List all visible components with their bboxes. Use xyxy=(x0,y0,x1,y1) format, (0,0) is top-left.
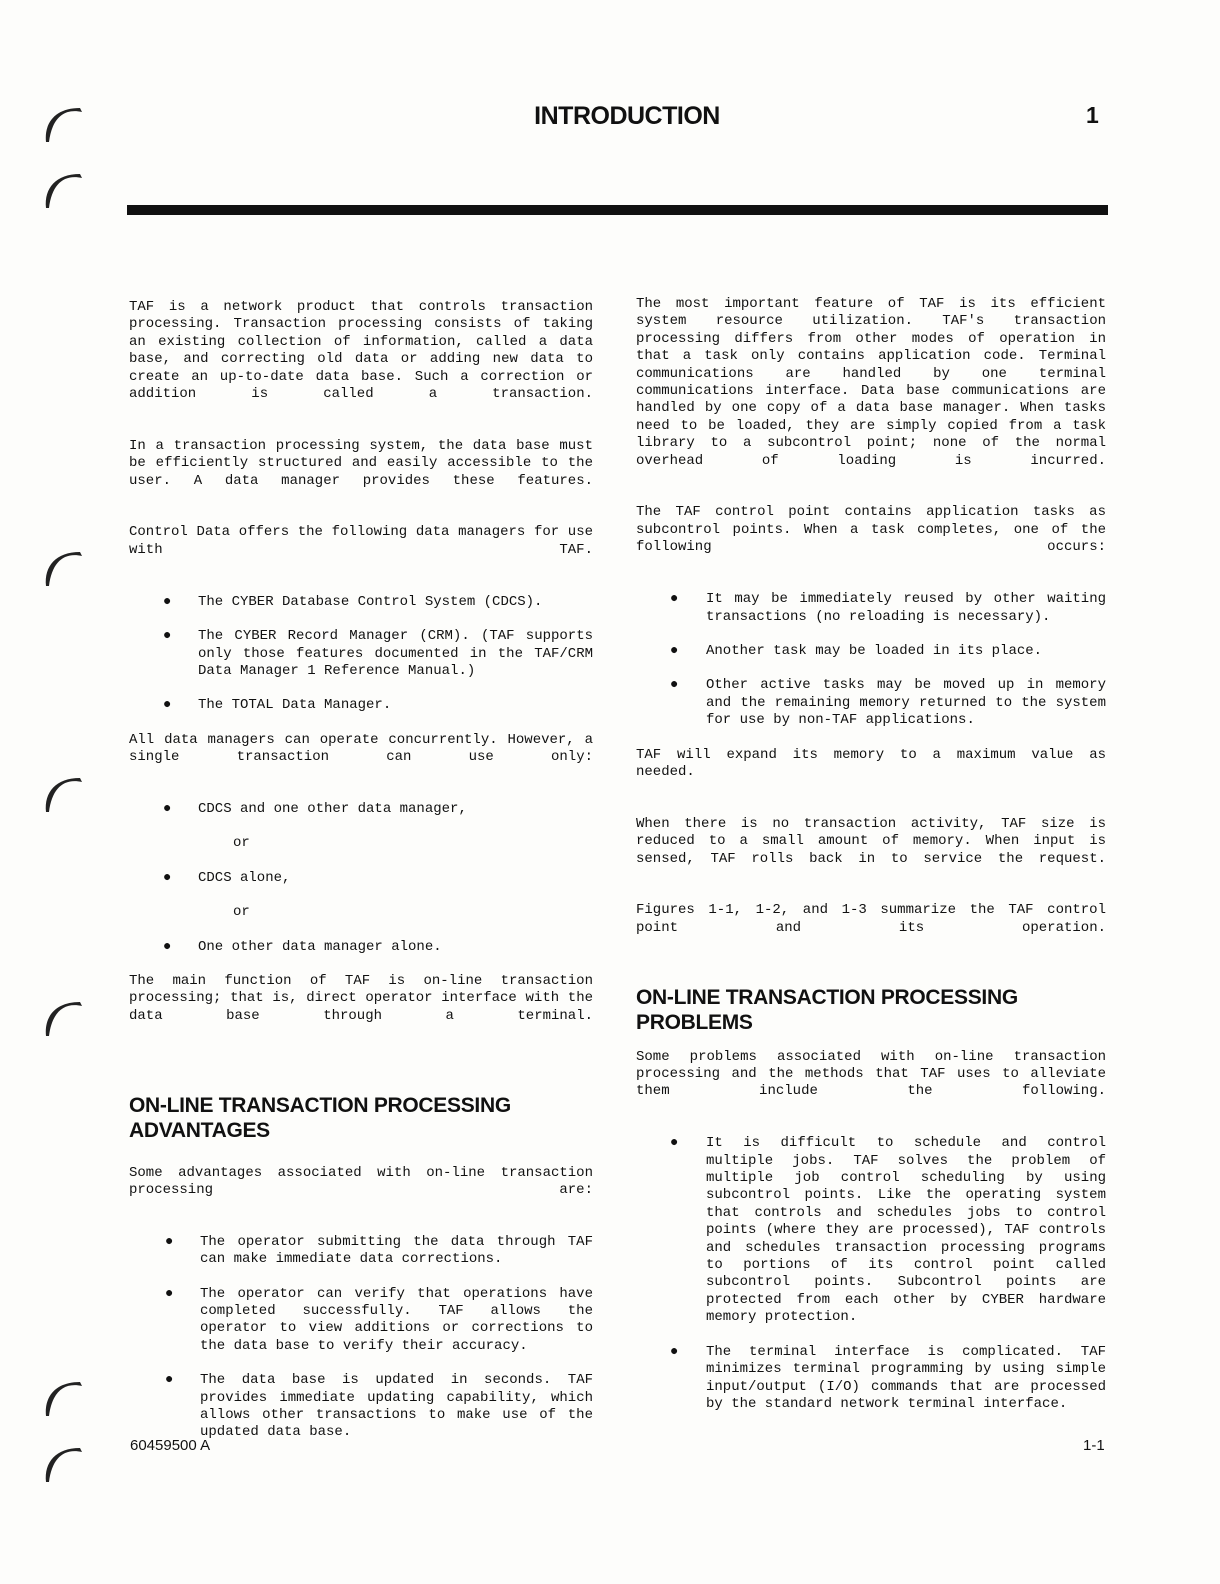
list-item-text: Another task may be loaded in its place. xyxy=(706,642,1043,659)
list-item-text: The TOTAL Data Manager. xyxy=(198,697,392,714)
bullet-icon: ● xyxy=(163,800,172,817)
list-item-text: CDCS and one other data manager, xyxy=(198,800,467,817)
list-item-text: The CYBER Record Manager (CRM). (TAF supports only those features documented in the TAF/CRM Data Manager 1 Reference Manual.) xyxy=(198,628,593,679)
or-separator: or xyxy=(233,904,250,921)
bullet-icon: ● xyxy=(670,1343,679,1360)
binder-hole-mark xyxy=(40,544,88,588)
paragraph: The most important feature of TAF is its efficient system resource utilization. TAF's transaction processing differs from other modes of operation in that a task only contains application code. Terminal communications are handled by one terminal communications interface. Data base communications are handled by one copy of a data base manager. When tasks need to be loaded, they are simply copied from a task library to a subcontrol point; none of the normal overhead of loading is incurred. xyxy=(636,296,1106,469)
bullet-icon: ● xyxy=(163,938,172,955)
paragraph: Control Data offers the following data managers for use with TAF. xyxy=(129,524,593,558)
paragraph: All data managers can operate concurrently. However, a single transaction can use only: xyxy=(129,731,593,766)
page-number: 1-1 xyxy=(1083,1437,1105,1454)
paragraph: In a transaction processing system, the data base must be efficiently structured and easily accessible to the user. A data manager provides these features. xyxy=(129,437,593,489)
list-item xyxy=(129,801,593,818)
paragraph: The TAF control point contains application tasks as subcontrol points. When a task completes, one of the following occurs: xyxy=(636,504,1106,556)
list-item xyxy=(129,594,593,611)
list-item-text: It may be immediately reused by other waiting transactions (no reloading is necessary). xyxy=(706,591,1106,625)
bullet-icon: ● xyxy=(670,1135,679,1152)
bullet-icon: ● xyxy=(165,1233,174,1250)
bullet-icon: ● xyxy=(165,1372,174,1389)
paragraph: The main function of TAF is on-line transaction processing; that is, direct operator interface with the data base through a terminal. xyxy=(129,972,593,1024)
or-separator: or xyxy=(233,835,250,852)
list-item xyxy=(129,870,593,887)
list-item-text: The data base is updated in seconds. TAF provides immediate updating capability, which allows other transactions to make use of the updated data base. xyxy=(200,1372,593,1441)
list-item-text: The operator can verify that operations have completed successfully. TAF allows the operator to view additions or corrections to the data base to verify their accuracy. xyxy=(200,1285,593,1354)
list-item xyxy=(129,1286,593,1356)
publication-number: 60459500 A xyxy=(130,1437,211,1454)
list-item xyxy=(636,591,1106,626)
chapter-number: 1 xyxy=(1086,102,1099,128)
list-item-text: The CYBER Database Control System (CDCS). xyxy=(198,593,543,610)
list-item-text: CDCS alone, xyxy=(198,869,291,886)
list-item-text: Other active tasks may be moved up in memory and the remaining memory returned to the system for use by non-TAF applications. xyxy=(706,677,1106,729)
bullet-icon: ● xyxy=(163,593,172,610)
paragraph: Figures 1-1, 1-2, and 1-3 summarize the TAF control point and its operation. xyxy=(636,902,1106,936)
right-column xyxy=(636,296,1106,1413)
bullet-icon: ● xyxy=(670,591,679,608)
section-heading-line: PROBLEMS xyxy=(636,1010,753,1034)
list-item xyxy=(636,643,1106,660)
left-column xyxy=(129,299,593,1442)
binder-hole-mark xyxy=(40,1440,88,1484)
bullet-icon: ● xyxy=(670,677,679,694)
paragraph: TAF will expand its memory to a maximum value as needed. xyxy=(636,746,1106,780)
chapter-title: INTRODUCTION xyxy=(534,102,720,130)
bullet-icon: ● xyxy=(163,869,172,886)
list-item xyxy=(129,1372,593,1442)
list-item xyxy=(636,1135,1106,1326)
list-item-text: The terminal interface is complicated. TAF minimizes terminal programming by using simple input/output (I/O) commands that are processed by the standard network terminal interface. xyxy=(706,1343,1106,1412)
title-rule xyxy=(127,205,1108,215)
section-heading xyxy=(636,985,1106,1035)
bullet-icon: ● xyxy=(163,628,172,645)
binder-hole-mark xyxy=(40,770,88,814)
binder-hole-mark xyxy=(40,1374,88,1418)
list-item xyxy=(129,697,593,714)
list-item-text: The operator submitting the data through TAF can make immediate data corrections. xyxy=(200,1233,593,1268)
list-item xyxy=(129,939,593,956)
section-heading-line: ON-LINE TRANSACTION PROCESSING xyxy=(636,985,1018,1009)
list-item-text: It is difficult to schedule and control multiple jobs. TAF solves the problem of multiple job control scheduling by using subcontrol points. Like the operating system that controls and schedules jobs to control points (where they are processed), TAF controls and schedules transaction processing programs to portions of its control point called subcontrol points. Subcontrol points are protected from each other by CYBER hardware memory protection. xyxy=(706,1135,1106,1326)
section-heading xyxy=(129,1093,593,1143)
paragraph: Some advantages associated with on-line transaction processing are: xyxy=(129,1164,593,1198)
paragraph: Some problems associated with on-line transaction processing and the methods that TAF uses to alleviate them include the following. xyxy=(636,1048,1106,1100)
list-item xyxy=(129,628,593,680)
paragraph: When there is no transaction activity, TAF size is reduced to a small amount of memory. When input is sensed, TAF rolls back in to service the request. xyxy=(636,815,1106,867)
bullet-icon: ● xyxy=(165,1285,174,1302)
section-heading-line: ON-LINE TRANSACTION PROCESSING xyxy=(129,1093,511,1117)
bullet-icon: ● xyxy=(163,697,172,714)
list-item xyxy=(129,1234,593,1269)
list-item-text: One other data manager alone. xyxy=(198,938,442,955)
section-heading-line: ADVANTAGES xyxy=(129,1118,270,1142)
list-item xyxy=(636,1344,1106,1414)
list-item xyxy=(636,677,1106,729)
paragraph: TAF is a network product that controls transaction processing. Transaction processing consists of taking an existing collection of information, called a data base, and correcting old data or adding new data to create an up-to-date data base. Such a correction or addition is called a transaction. xyxy=(129,299,593,403)
binder-hole-mark xyxy=(40,994,88,1038)
bullet-icon: ● xyxy=(670,642,679,659)
binder-hole-mark xyxy=(40,166,88,210)
